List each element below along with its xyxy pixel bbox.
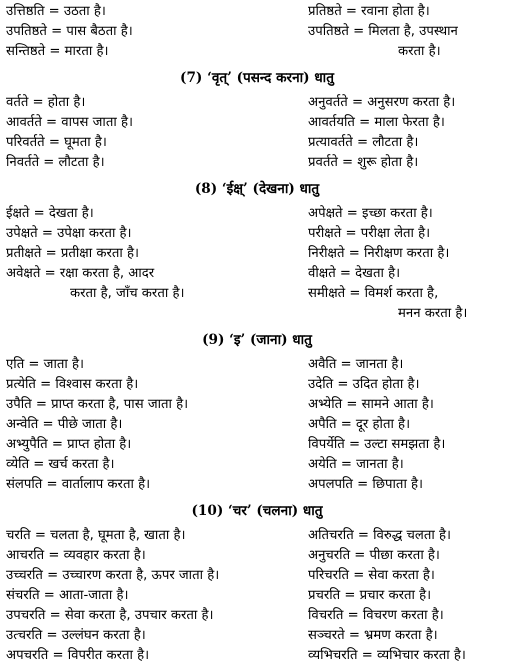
top-right-column <box>308 2 508 62</box>
top-block <box>6 2 508 62</box>
section-heading-iksh: (8) ‘ईक्ष्’ (देखना) धातु <box>194 181 320 197</box>
entry-line: उपेक्षते = उपेक्षा करता है। <box>6 226 132 241</box>
entry-line: उत्चरति = उल्लंघन करता है। <box>6 628 146 643</box>
entry-line: समीक्षते = विमर्श करता है, <box>308 286 439 301</box>
entry-line: व्यभिचरति = व्यभिचार करता है। <box>308 648 466 663</box>
section-heading-vrit: (7) ‘वृत्’ (पसन्द करना) धातु <box>180 70 334 86</box>
entry-line: उपतिष्ठते = पास बैठता है। <box>6 24 133 39</box>
entry-line: प्रतीक्षते = प्रतीक्षा करता है। <box>6 246 139 261</box>
entry-line: मनन करता है। <box>398 306 468 321</box>
vrit-right-column <box>308 93 508 173</box>
entry-line: संचरति = आता-जाता है। <box>6 588 129 603</box>
section-heading-char: (10) ‘चर’ (चलना) धातु <box>191 503 323 519</box>
section-char <box>6 526 508 666</box>
entry-line: परीक्षते = परीक्षा लेता है। <box>308 226 431 241</box>
entry-line: एति = जाता है। <box>6 357 84 372</box>
entry-line: अपैति = दूर होता है। <box>308 417 411 432</box>
entry-line: अन्वेति = पीछे जाता है। <box>6 417 123 432</box>
i-right-column <box>308 355 508 495</box>
entry-line: आवर्तते = वापस जाता है। <box>6 115 133 130</box>
entry-line: प्रचरति = प्रचार करता है। <box>308 588 432 603</box>
entry-line: अपेक्षते = इच्छा करता है। <box>308 206 433 221</box>
iksh-right-column <box>308 204 508 324</box>
top-left-column <box>6 2 306 62</box>
entry-line: निरीक्षते = निरीक्षण करता है। <box>308 246 450 261</box>
entry-line: करता है। <box>398 44 441 59</box>
entry-line: अवैति = जानता है। <box>308 357 404 372</box>
entry-line: ईक्षते = देखता है। <box>6 206 94 221</box>
section-vrit <box>6 93 508 173</box>
entry-line: प्रत्यावर्तते = लौटता है। <box>308 135 419 150</box>
char-left-column <box>6 526 306 666</box>
entry-line: प्रतिष्ठते = रवाना होता है। <box>308 4 430 19</box>
entry-line: अनुवर्तते = अनुसरण करता है। <box>308 95 456 110</box>
entry-line: विचरति = विचरण करता है। <box>308 608 444 623</box>
section-i <box>6 355 508 495</box>
entry-line: उच्चरति = उच्चारण करता है, ऊपर जाता है। <box>6 568 220 583</box>
entry-line: अनुचरति = पीछा करता है। <box>308 548 440 563</box>
entry-line: अतिचरति = विरुद्ध चलता है। <box>308 528 451 543</box>
entry-line: अपचरति = विपरीत करता है। <box>6 648 150 663</box>
entry-line: अवेक्षते = रक्षा करता है, आदर <box>6 266 155 281</box>
entry-line: उपचरति = सेवा करता है, उपचार करता है। <box>6 608 214 623</box>
section-iksh <box>6 204 508 324</box>
entry-line: विपर्येति = उल्टा समझता है। <box>308 437 446 452</box>
entry-line: करता है, जाँच करता है। <box>70 286 185 301</box>
section-heading-i: (9) ‘इ’ (जाना) धातु <box>202 332 312 348</box>
entry-line: चरति = चलता है, घूमता है, खाता है। <box>6 528 186 543</box>
entry-line: अपलपति = छिपाता है। <box>308 477 424 492</box>
iksh-left-column <box>6 204 306 324</box>
entry-line: प्रत्येति = विश्वास करता है। <box>6 377 139 392</box>
entry-line: आवर्तयति = माला फेरता है। <box>308 115 445 130</box>
entry-line: परिचरति = सेवा करता है। <box>308 568 435 583</box>
entry-line: वीक्षते = देखता है। <box>308 266 401 281</box>
entry-line: निवर्तते = लौटता है। <box>6 155 105 170</box>
entry-line: प्रवर्तते = शुरू होता है। <box>308 155 419 170</box>
entry-line: उत्तिष्ठति = उठता है। <box>6 4 106 19</box>
entry-line: सञ्चरते = भ्रमण करता है। <box>308 628 438 643</box>
entry-line: सन्तिष्ठते = मारता है। <box>6 44 109 59</box>
entry-line: उपैति = प्राप्त करता है, पास जाता है। <box>6 397 189 412</box>
i-left-column <box>6 355 306 495</box>
char-right-column <box>308 526 508 666</box>
entry-line: अभ्युपैति = प्राप्त होता है। <box>6 437 132 452</box>
entry-line: अभ्येति = सामने आता है। <box>308 397 434 412</box>
entry-line: अयेति = जानता है। <box>308 457 404 472</box>
entry-line: संलपति = वार्तालाप करता है। <box>6 477 151 492</box>
entry-line: उपतिष्ठते = मिलता है, उपस्थान <box>308 24 458 39</box>
entry-line: आचरति = व्यवहार करता है। <box>6 548 146 563</box>
entry-line: उदेति = उदित होता है। <box>308 377 420 392</box>
vrit-left-column <box>6 93 306 173</box>
entry-line: वर्तते = होता है। <box>6 95 86 110</box>
entry-line: व्येति = खर्च करता है। <box>6 457 115 472</box>
entry-line: परिवर्तते = घूमता है। <box>6 135 107 150</box>
